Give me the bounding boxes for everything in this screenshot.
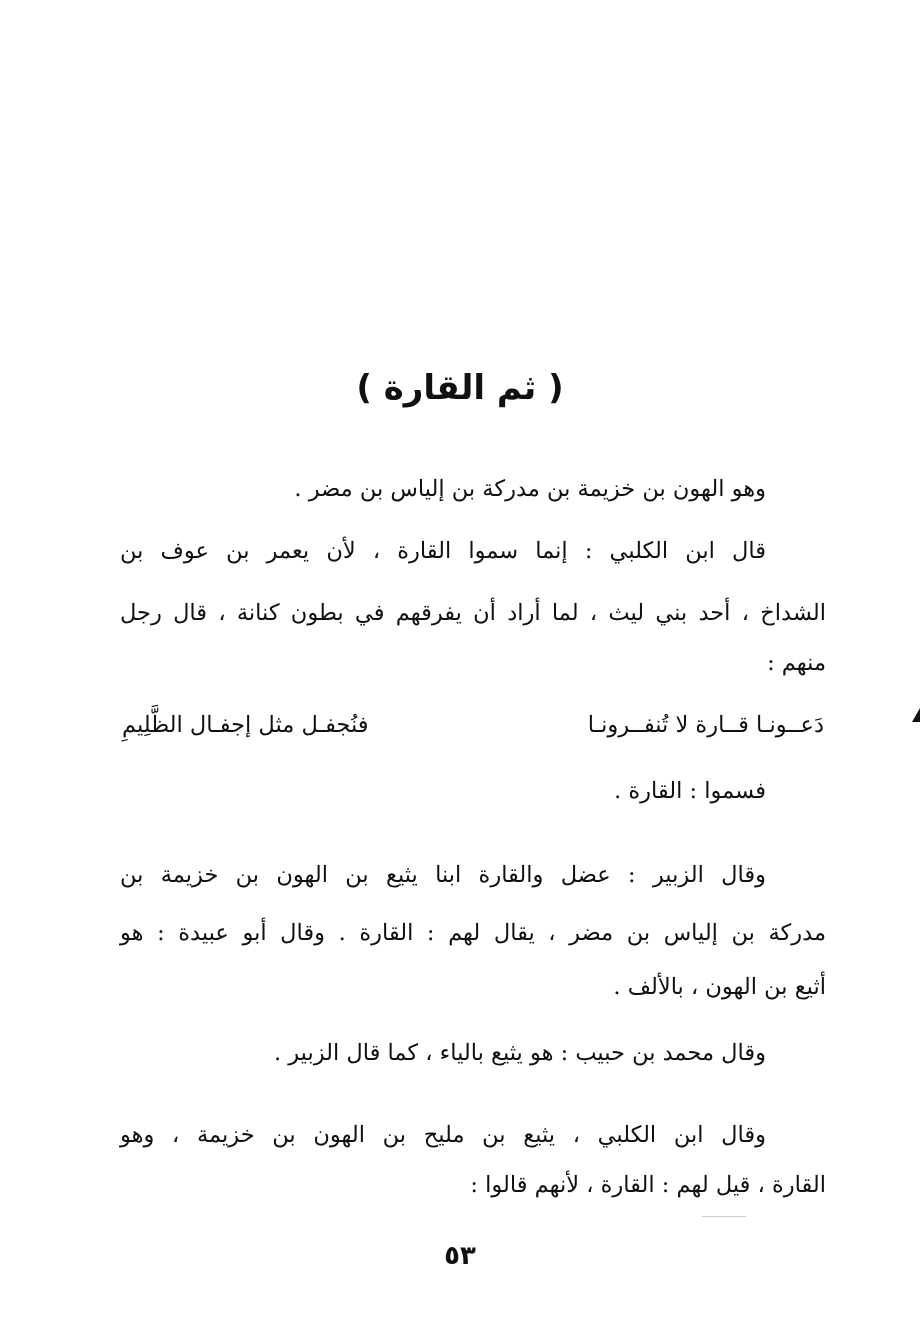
separator-line bbox=[702, 1216, 746, 1217]
poem-first-hemistich: دَعــونـا قــارة لا تُنفــرونـا bbox=[587, 712, 824, 738]
text-line: الشداخ ، أحد بني ليث ، لما أراد أن يفرقهم في بطون كنانة ، قال رجل bbox=[120, 600, 826, 626]
page-title: ( ثم القارة ) bbox=[356, 368, 564, 408]
text-line: مدركة بن إلياس بن مضر ، يقال لهم : القارة . وقال أبو عبيدة : هو bbox=[120, 920, 826, 946]
text-line: وقال ابن الكلبي ، يثيع بن مليح بن الهون بن خزيمة ، وهو bbox=[120, 1122, 766, 1148]
text-line: أثيع بن الهون ، بالألف . bbox=[613, 974, 826, 1000]
paragraph-habib bbox=[120, 1022, 826, 1084]
text-line: قال ابن الكلبي : إنما سموا القارة ، لأن يعمر بن عوف بن bbox=[120, 538, 766, 564]
poem-verse bbox=[120, 694, 826, 756]
paragraph-kalbi bbox=[120, 520, 826, 694]
text-line: منهم : bbox=[767, 650, 826, 676]
paragraph-lineage bbox=[120, 458, 826, 520]
text-line: وهو الهون بن خزيمة بن مدركة بن إلياس بن مضر . bbox=[294, 476, 766, 502]
paragraph-naming bbox=[120, 760, 826, 822]
paragraph-kalbi-2 bbox=[120, 1104, 826, 1216]
page-number: ٥٣ bbox=[444, 1241, 476, 1271]
text-line: فسموا : القارة . bbox=[614, 778, 766, 804]
text-line: القارة ، قيل لهم : القارة ، لأنهم قالوا : bbox=[470, 1172, 826, 1198]
paragraph-zubayr bbox=[120, 844, 826, 1018]
text-line: وقال الزبير : عضل والقارة ابنا يثيع بن الهون بن خزيمة بن bbox=[120, 862, 766, 888]
text-line: وقال محمد بن حبيب : هو يثيع بالياء ، كما قال الزبير . bbox=[273, 1040, 766, 1066]
margin-mark bbox=[912, 708, 920, 722]
poem-second-hemistich: فنُجفـل مثل إجفـال الظَّلِيمِ bbox=[122, 712, 369, 738]
